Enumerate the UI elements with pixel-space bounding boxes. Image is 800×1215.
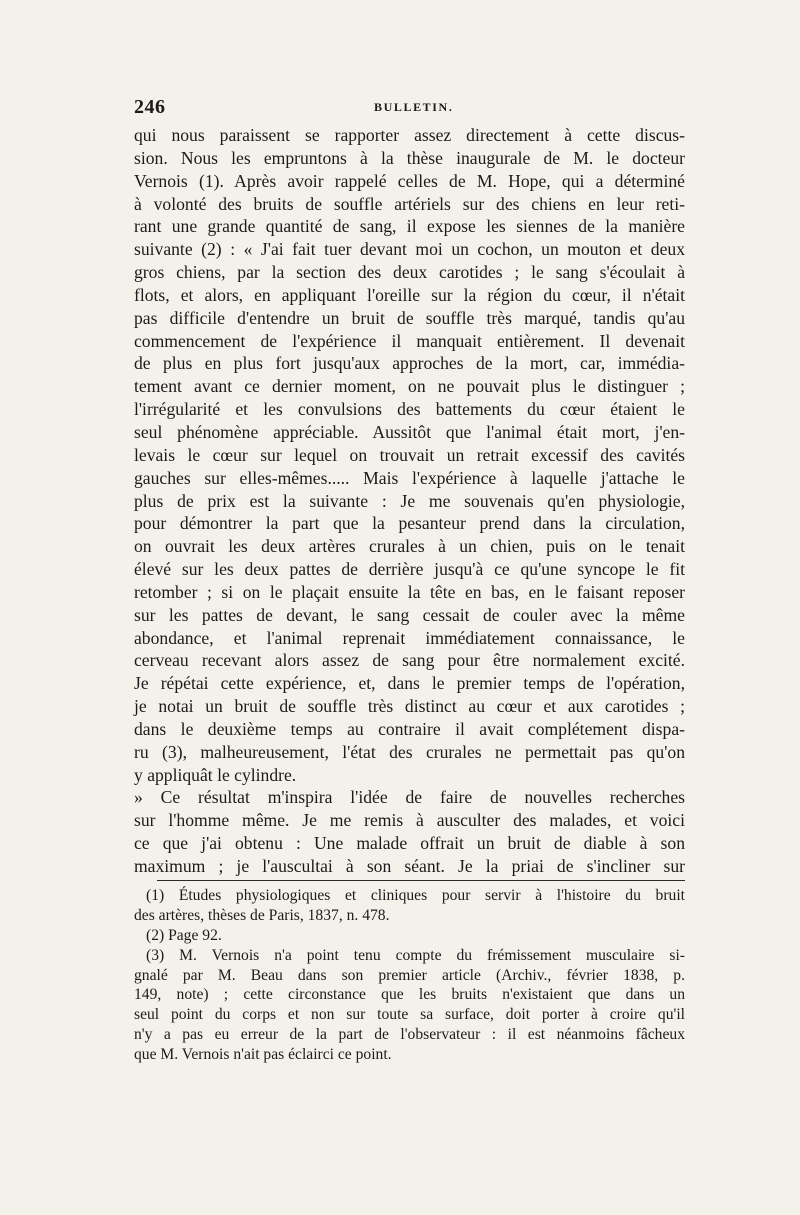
body-line: je notai un bruit de souffle très distinct au cœur et aux carotides ; <box>134 696 685 717</box>
body-line: sion. Nous les empruntons à la thèse inaugurale de M. le docteur <box>134 147 685 168</box>
body-line: rant une grande quantité de sang, il expose les siennes de la manière <box>134 216 685 237</box>
body-line: gauches sur elles-mêmes..... Mais l'expérience à laquelle j'attache le <box>134 467 685 488</box>
body-line: qui nous paraissent se rapporter assez directement à cette discus- <box>134 125 685 145</box>
footnote-divider <box>157 880 685 881</box>
body-line: dans le deuxième temps au contraire il avait complétement dispa- <box>134 718 685 739</box>
body-line: commencement de l'expérience il manquait entièrement. Il devenait <box>134 330 685 351</box>
body-line: plus de prix est la suivante : Je me souvenais qu'en physiologie, <box>134 490 685 511</box>
running-title: BULLETIN. <box>374 100 454 114</box>
body-line: on ouvrait les deux artères crurales à un chien, puis on le tenait <box>134 536 685 557</box>
footnote-line: des artères, thèses de Paris, 1837, n. 478. <box>134 906 390 924</box>
body-line: Vernois (1). Après avoir rappelé celles de M. Hope, qui a déterminé <box>134 170 685 191</box>
footnote-line: 149, note) ; cette circonstance que les bruits n'existaient que dans un <box>134 986 685 1004</box>
footnotes <box>134 886 685 1065</box>
body-line: flots, et alors, en appliquant l'oreille sur la région du cœur, il n'était <box>134 284 685 305</box>
body-line: sur les pattes de devant, le sang cessait de couler avec la même <box>134 604 685 625</box>
body-line: ru (3), malheureusement, l'état des crurales ne permettait pas qu'on <box>134 741 685 762</box>
body-text <box>134 124 685 878</box>
body-line: l'irrégularité et les convulsions des battements du cœur étaient le <box>134 399 685 420</box>
footnote-line: n'y a pas eu erreur de la part de l'observateur : il est néanmoins fâcheux <box>134 1026 685 1044</box>
page-number: 246 <box>134 96 166 118</box>
body-line: Je répétai cette expérience, et, dans le premier temps de l'opération, <box>134 673 685 694</box>
footnote-line: seul point du corps et non sur toute sa surface, doit porter à croire qu'il <box>134 1006 685 1024</box>
body-line: élevé sur les deux pattes de derrière jusqu'à ce qu'une syncope le fit <box>134 559 685 580</box>
footnote-line: (1) Études physiologiques et cliniques pour servir à l'histoire du bruit <box>146 887 685 904</box>
body-line: sur l'homme même. Je me remis à ausculter des malades, et voici <box>134 810 685 831</box>
body-line: suivante (2) : « J'ai fait tuer devant moi un cochon, un mouton et deux <box>134 239 685 260</box>
body-line: de plus en plus fort jusqu'aux approches de la mort, car, immédia- <box>134 353 685 374</box>
body-line: abondance, et l'animal reprenait immédiatement connaissance, le <box>134 627 685 648</box>
footnote-line: gnalé par M. Beau dans son premier article (Archiv., février 1838, p. <box>134 966 685 984</box>
body-line: à volonté des bruits de souffle artériels sur des chiens en leur reti- <box>134 193 685 214</box>
body-line: » Ce résultat m'inspira l'idée de faire de nouvelles recherches <box>134 787 685 808</box>
body-line: gros chiens, par la section des deux carotides ; le sang s'écoulait à <box>134 262 685 283</box>
body-line: maximum ; je l'auscultai à son séant. Je la priai de s'incliner sur <box>134 856 685 876</box>
footnote-line: (3) M. Vernois n'a point tenu compte du frémissement musculaire si- <box>146 946 685 964</box>
body-line: levais le cœur sur lequel on trouvait un retrait excessif des cavités <box>134 444 685 465</box>
body-line: y appliquât le cylindre. <box>134 764 297 785</box>
footnote-line: (2) Page 92. <box>146 926 222 944</box>
body-line: tement avant ce dernier moment, on ne pouvait plus le distinguer ; <box>134 376 685 397</box>
footnote-line: que M. Vernois n'ait pas éclairci ce point. <box>134 1046 392 1064</box>
body-line: cerveau recevant alors assez de sang pour être normalement excité. <box>134 650 685 671</box>
body-line: pas difficile d'entendre un bruit de souffle très marqué, tandis qu'au <box>134 307 685 328</box>
body-line: pour démontrer la part que la pesanteur prend dans la circulation, <box>134 513 685 534</box>
body-line: seul phénomène appréciable. Aussitôt que l'animal était mort, j'en- <box>134 421 685 442</box>
page-header <box>134 96 684 118</box>
body-line: retomber ; si on le plaçait ensuite la tête en bas, en le faisant reposer <box>134 581 685 602</box>
body-line: ce que j'ai obtenu : Une malade offrait un bruit de diable à son <box>134 833 685 854</box>
